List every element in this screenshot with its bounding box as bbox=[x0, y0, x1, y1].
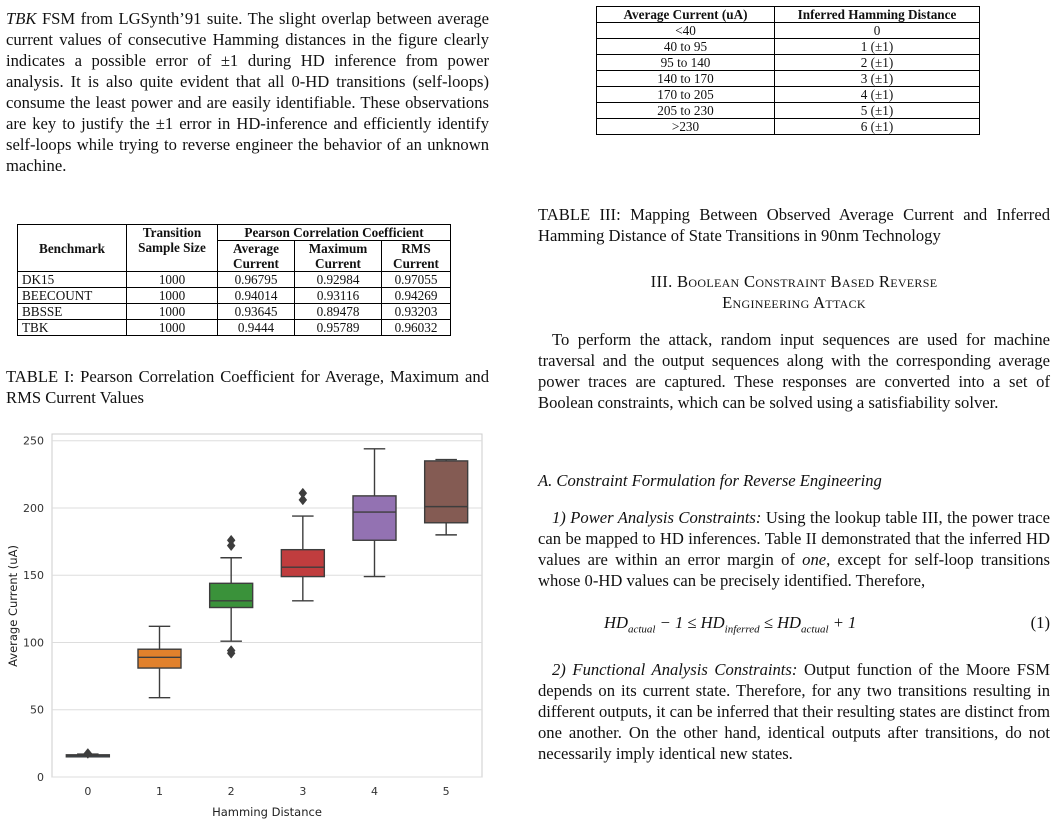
plot-area bbox=[52, 434, 482, 777]
cell-current: 40 to 95 bbox=[597, 39, 775, 55]
table-3 bbox=[596, 6, 980, 135]
th-avg-2: Current bbox=[218, 256, 295, 272]
th-sample-size bbox=[127, 225, 218, 272]
cell-avg: 0.93645 bbox=[218, 304, 295, 320]
cell-max: 0.95789 bbox=[295, 320, 382, 336]
cell-current: 170 to 205 bbox=[597, 87, 775, 103]
cell-hd: 3 (±1) bbox=[775, 71, 980, 87]
functional-analysis-text: Output function of the Moore FSM depends on its current state. Therefore, for any two transitions resulting in different outputs, it can be inferred that their resulting states are distinct from one another. On the other hand, identical outputs after transitions, do not necessarily imply identical new states. bbox=[538, 660, 1050, 763]
th-rms-1: RMS bbox=[382, 241, 451, 257]
th-rms-2: Current bbox=[382, 256, 451, 272]
y-axis-label: Average Current (uA) bbox=[6, 545, 20, 667]
cell-size: 1000 bbox=[127, 272, 218, 288]
cell-size: 1000 bbox=[127, 288, 218, 304]
power-analysis-heading: 1) Power Analysis Constraints: bbox=[552, 508, 762, 527]
table-row bbox=[18, 272, 451, 288]
x-axis-label: Hamming Distance bbox=[212, 805, 322, 819]
cell-max: 0.93116 bbox=[295, 288, 382, 304]
functional-analysis-paragraph bbox=[538, 659, 1050, 764]
table-row bbox=[597, 103, 980, 119]
y-tick-label: 150 bbox=[23, 569, 44, 583]
x-tick-label: 1 bbox=[156, 785, 163, 798]
box-body bbox=[281, 550, 324, 577]
cell-current: >230 bbox=[597, 119, 775, 135]
cell-current: 95 to 140 bbox=[597, 55, 775, 71]
table-row bbox=[597, 71, 980, 87]
cell-avg: 0.94014 bbox=[218, 288, 295, 304]
box-body bbox=[425, 461, 468, 523]
cell-rms: 0.96032 bbox=[382, 320, 451, 336]
subsection-heading: A. Constraint Formulation for Reverse Engineering bbox=[538, 471, 882, 490]
intro-text: FSM from LGSynth’91 suite. The slight overlap between average current values of consecutive Hamming distances in the figure clearly indicates a possible error of ±1 during HD inference from power analysis. It is also quite evident that all 0-HD transitions (self-loops) consume the least power and are easily identifiable. These observations are key to justify the ±1 error in HD-inference and efficiently identify self-loops while trying to reverse engineer the behavior of an unknown machine. bbox=[6, 9, 489, 175]
cell-rms: 0.94269 bbox=[382, 288, 451, 304]
cell-current: 205 to 230 bbox=[597, 103, 775, 119]
table-row bbox=[597, 87, 980, 103]
section-paragraph: To perform the attack, random input sequences are used for machine traversal and the output sequences along with the corresponding average power traces are captured. These responses are converted into a set of Boolean constraints, which can be solved using a satisfiability solver. bbox=[538, 330, 1050, 412]
table-1 bbox=[17, 224, 451, 336]
cell-current: <40 bbox=[597, 23, 775, 39]
equation-number: (1) bbox=[1030, 613, 1050, 632]
table-1-caption: TABLE I: Pearson Correlation Coefficient for Average, Maximum and RMS Current Values bbox=[6, 367, 489, 407]
x-tick-label: 5 bbox=[442, 785, 450, 798]
power-analysis-paragraph bbox=[538, 507, 1050, 591]
x-tick-label: 3 bbox=[299, 785, 307, 798]
th-max-2: Current bbox=[295, 256, 382, 272]
cell-hd: 1 (±1) bbox=[775, 39, 980, 55]
cell-avg: 0.96795 bbox=[218, 272, 295, 288]
box-body bbox=[138, 649, 181, 668]
th-average-current: Average Current (uA) bbox=[597, 7, 775, 23]
th-benchmark: Benchmark bbox=[18, 225, 127, 272]
th-sample-size-line1: Transition bbox=[142, 225, 202, 240]
functional-analysis-heading: 2) Functional Analysis Constraints: bbox=[552, 660, 798, 679]
th-avg-1: Average bbox=[218, 241, 295, 257]
x-tick-label: 2 bbox=[227, 785, 235, 798]
table-row bbox=[597, 119, 980, 135]
th-pearson: Pearson Correlation Coefficient bbox=[218, 225, 451, 241]
cell-max: 0.89478 bbox=[295, 304, 382, 320]
cell-max: 0.92984 bbox=[295, 272, 382, 288]
table-row bbox=[597, 39, 980, 55]
cell-benchmark: BBSSE bbox=[18, 304, 127, 320]
th-sample-size-line2: Sample Size bbox=[138, 240, 206, 255]
box-body bbox=[353, 496, 396, 540]
cell-hd: 2 (±1) bbox=[775, 55, 980, 71]
cell-hd: 6 (±1) bbox=[775, 119, 980, 135]
section-heading-line1: III. Boolean Constraint Based Reverse bbox=[650, 272, 938, 291]
y-tick-label: 100 bbox=[23, 636, 44, 650]
cell-rms: 0.97055 bbox=[382, 272, 451, 288]
cell-size: 1000 bbox=[127, 320, 218, 336]
cell-size: 1000 bbox=[127, 304, 218, 320]
box-plot-figure bbox=[4, 430, 494, 825]
cell-hd: 0 bbox=[775, 23, 980, 39]
y-tick-label: 0 bbox=[37, 771, 44, 784]
y-tick-label: 200 bbox=[23, 501, 44, 515]
th-max-1: Maximum bbox=[295, 241, 382, 257]
cell-benchmark: TBK bbox=[18, 320, 127, 336]
table-row bbox=[18, 304, 451, 320]
y-tick-label: 250 bbox=[23, 434, 44, 448]
box-body bbox=[210, 583, 253, 607]
cell-current: 140 to 170 bbox=[597, 71, 775, 87]
right-column bbox=[538, 0, 1050, 828]
cell-hd: 5 (±1) bbox=[775, 103, 980, 119]
cell-benchmark: BEECOUNT bbox=[18, 288, 127, 304]
cell-hd: 4 (±1) bbox=[775, 87, 980, 103]
intro-paragraph bbox=[6, 8, 489, 176]
section-heading-line2: Engineering Attack bbox=[722, 293, 866, 312]
y-tick-label: 50 bbox=[30, 703, 44, 717]
x-tick-label: 0 bbox=[84, 785, 92, 798]
cell-rms: 0.93203 bbox=[382, 304, 451, 320]
table-row bbox=[597, 55, 980, 71]
power-analysis-text-2: , except for self-loop transitions whose 0-HD values can be precisely identified. Therefore, bbox=[538, 550, 1050, 590]
cell-benchmark: DK15 bbox=[18, 272, 127, 288]
table-row bbox=[597, 23, 980, 39]
th-inferred-hd: Inferred Hamming Distance bbox=[775, 7, 980, 23]
table-row bbox=[18, 320, 451, 336]
intro-emphasis: TBK bbox=[6, 9, 37, 28]
cell-avg: 0.9444 bbox=[218, 320, 295, 336]
table-row bbox=[18, 288, 451, 304]
equation-body: $HD_{actual} - 1 \le HD_{inferred} \le HD_{actual} + 1$ bbox=[604, 613, 857, 636]
power-analysis-emphasis: one bbox=[802, 550, 827, 569]
x-tick-label: 4 bbox=[371, 785, 378, 798]
power-analysis-text: Using the lookup table III, the power trace can be mapped to HD inferences. Table II demonstrated that the inferred HD values are within an error margin of bbox=[538, 508, 1050, 569]
table-3-caption: TABLE III: Mapping Between Observed Average Current and Inferred Hamming Distance of State Transitions in 90nm Technology bbox=[538, 205, 1050, 245]
